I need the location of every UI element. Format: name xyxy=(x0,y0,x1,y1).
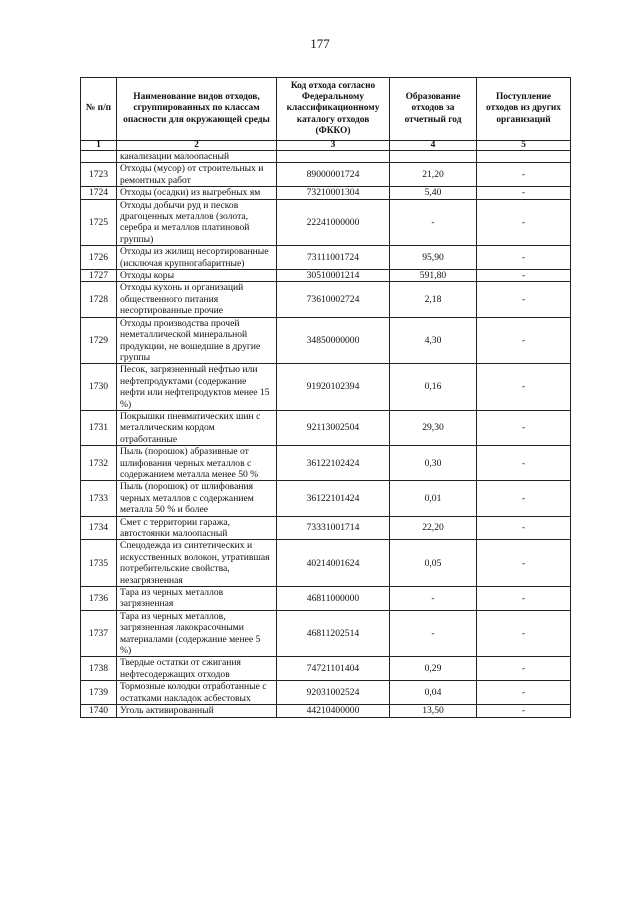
header-number: 5 xyxy=(477,141,571,151)
fkko-code: 91920102394 xyxy=(277,364,390,411)
waste-name: Тара из черных металлов, загрязненная лакокрасочными материалами (содержание менее 5 %) xyxy=(117,610,277,657)
table-row xyxy=(81,270,571,282)
header-received: Поступление отходов из других организаций xyxy=(477,78,571,141)
formed-amount: 13,50 xyxy=(390,705,477,717)
header-number: 3 xyxy=(277,141,390,151)
row-number: 1724 xyxy=(81,187,117,199)
table-row xyxy=(81,657,571,681)
header-number: 2 xyxy=(117,141,277,151)
header-code: Код отхода согласно Федеральному классификационному каталогу отходов (ФККО) xyxy=(277,78,390,141)
received-amount: - xyxy=(477,410,571,445)
table-row xyxy=(81,446,571,481)
page-number: 177 xyxy=(310,36,330,51)
received-amount: - xyxy=(477,681,571,705)
row-number: 1738 xyxy=(81,657,117,681)
received-amount: - xyxy=(477,187,571,199)
fkko-code xyxy=(277,151,390,163)
fkko-code: 46811202514 xyxy=(277,610,390,657)
waste-name: Смет с территории гаража, автостоянки малоопасный xyxy=(117,516,277,540)
header-row xyxy=(81,78,571,141)
row-number: 1729 xyxy=(81,317,117,364)
row-number: 1733 xyxy=(81,481,117,516)
formed-amount: 29,30 xyxy=(390,410,477,445)
waste-name: Отходы производства прочей неметаллической минеральной продукции, не вошедшие в другие группы xyxy=(117,317,277,364)
fkko-code: 44210400000 xyxy=(277,705,390,717)
waste-name: Тара из черных металлов загрязненная xyxy=(117,587,277,611)
fkko-code: 74721101404 xyxy=(277,657,390,681)
received-amount: - xyxy=(477,540,571,587)
row-number: 1734 xyxy=(81,516,117,540)
waste-table xyxy=(80,77,571,718)
row-number: 1726 xyxy=(81,246,117,270)
received-amount: - xyxy=(477,282,571,317)
received-amount: - xyxy=(477,481,571,516)
formed-amount: 22,20 xyxy=(390,516,477,540)
waste-name: Отходы кухонь и организаций общественного питания несортированные прочие xyxy=(117,282,277,317)
waste-name: Песок, загрязненный нефтью или нефтепродуктами (содержание нефти или нефтепродуктов менее 15 %) xyxy=(117,364,277,411)
formed-amount xyxy=(390,151,477,163)
waste-name: Пыль (порошок) абразивные от шлифования черных металлов с содержанием металла менее 50 % xyxy=(117,446,277,481)
header-numbers-row xyxy=(81,141,571,151)
row-number: 1730 xyxy=(81,364,117,411)
table-row xyxy=(81,282,571,317)
table-row xyxy=(81,705,571,717)
fkko-code: 92113002504 xyxy=(277,410,390,445)
received-amount: - xyxy=(477,657,571,681)
formed-amount: 0,16 xyxy=(390,364,477,411)
fkko-code: 36122101424 xyxy=(277,481,390,516)
row-number: 1735 xyxy=(81,540,117,587)
header-number: 4 xyxy=(390,141,477,151)
row-number: 1727 xyxy=(81,270,117,282)
waste-name: Тормозные колодки отработанные с остатками накладок асбестовых xyxy=(117,681,277,705)
received-amount: - xyxy=(477,705,571,717)
formed-amount: 5,40 xyxy=(390,187,477,199)
formed-amount: 21,20 xyxy=(390,163,477,187)
waste-name: Покрышки пневматических шин с металлическим кордом отработанные xyxy=(117,410,277,445)
received-amount: - xyxy=(477,246,571,270)
fkko-code: 73111001724 xyxy=(277,246,390,270)
row-number: 1737 xyxy=(81,610,117,657)
received-amount: - xyxy=(477,270,571,282)
formed-amount: - xyxy=(390,587,477,611)
table-row xyxy=(81,317,571,364)
table-row xyxy=(81,540,571,587)
received-amount: - xyxy=(477,317,571,364)
table-row xyxy=(81,187,571,199)
received-amount: - xyxy=(477,610,571,657)
waste-name: Отходы из жилищ несортированные (исключая крупногабаритные) xyxy=(117,246,277,270)
table-row xyxy=(81,410,571,445)
fkko-code: 46811000000 xyxy=(277,587,390,611)
header-no: № п/п xyxy=(81,78,117,141)
table-row xyxy=(81,681,571,705)
waste-name: Уголь активированный xyxy=(117,705,277,717)
formed-amount: 0,30 xyxy=(390,446,477,481)
received-amount: - xyxy=(477,587,571,611)
fkko-code: 73610002724 xyxy=(277,282,390,317)
header-number: 1 xyxy=(81,141,117,151)
fkko-code: 40214001624 xyxy=(277,540,390,587)
waste-name: Спецодежда из синтетических и искусственных волокон, утратившая потребительские свойства, незагрязненная xyxy=(117,540,277,587)
row-number: 1739 xyxy=(81,681,117,705)
waste-name: Отходы коры xyxy=(117,270,277,282)
row-number: 1723 xyxy=(81,163,117,187)
waste-name: Пыль (порошок) от шлифования черных металлов с содержанием металла 50 % и более xyxy=(117,481,277,516)
row-number: 1725 xyxy=(81,199,117,246)
formed-amount: 0,29 xyxy=(390,657,477,681)
waste-name: Отходы добычи руд и песков драгоценных металлов (золота, серебра и металлов платиновой группы) xyxy=(117,199,277,246)
table-row xyxy=(81,364,571,411)
formed-amount: 0,01 xyxy=(390,481,477,516)
table-row xyxy=(81,151,571,163)
fkko-code: 30510001214 xyxy=(277,270,390,282)
formed-amount: 2,18 xyxy=(390,282,477,317)
table-row xyxy=(81,481,571,516)
formed-amount: - xyxy=(390,199,477,246)
waste-name: Твердые остатки от сжигания нефтесодержащих отходов xyxy=(117,657,277,681)
formed-amount: 95,90 xyxy=(390,246,477,270)
table-row xyxy=(81,163,571,187)
received-amount: - xyxy=(477,516,571,540)
fkko-code: 36122102424 xyxy=(277,446,390,481)
received-amount: - xyxy=(477,446,571,481)
fkko-code: 22241000000 xyxy=(277,199,390,246)
received-amount: - xyxy=(477,364,571,411)
fkko-code: 73210001304 xyxy=(277,187,390,199)
received-amount: - xyxy=(477,199,571,246)
fkko-code: 34850000000 xyxy=(277,317,390,364)
table-row xyxy=(81,610,571,657)
fkko-code: 89000001724 xyxy=(277,163,390,187)
formed-amount: 591,80 xyxy=(390,270,477,282)
header-name: Наименование видов отходов, сгруппированных по классам опасности для окружающей среды xyxy=(117,78,277,141)
fkko-code: 73331001714 xyxy=(277,516,390,540)
row-number: 1732 xyxy=(81,446,117,481)
formed-amount: 0,04 xyxy=(390,681,477,705)
waste-name: Отходы (осадки) из выгребных ям xyxy=(117,187,277,199)
table-row xyxy=(81,587,571,611)
waste-name: Отходы (мусор) от строительных и ремонтных работ xyxy=(117,163,277,187)
table-body xyxy=(81,151,571,718)
row-number: 1736 xyxy=(81,587,117,611)
table-row xyxy=(81,246,571,270)
formed-amount: 0,05 xyxy=(390,540,477,587)
table-row xyxy=(81,516,571,540)
table-row xyxy=(81,199,571,246)
received-amount xyxy=(477,151,571,163)
row-number: 1731 xyxy=(81,410,117,445)
row-number: 1728 xyxy=(81,282,117,317)
row-number xyxy=(81,151,117,163)
fkko-code: 92031002524 xyxy=(277,681,390,705)
header-formed: Образование отходов за отчетный год xyxy=(390,78,477,141)
waste-name: канализации малоопасный xyxy=(117,151,277,163)
formed-amount: 4,30 xyxy=(390,317,477,364)
received-amount: - xyxy=(477,163,571,187)
formed-amount: - xyxy=(390,610,477,657)
row-number: 1740 xyxy=(81,705,117,717)
